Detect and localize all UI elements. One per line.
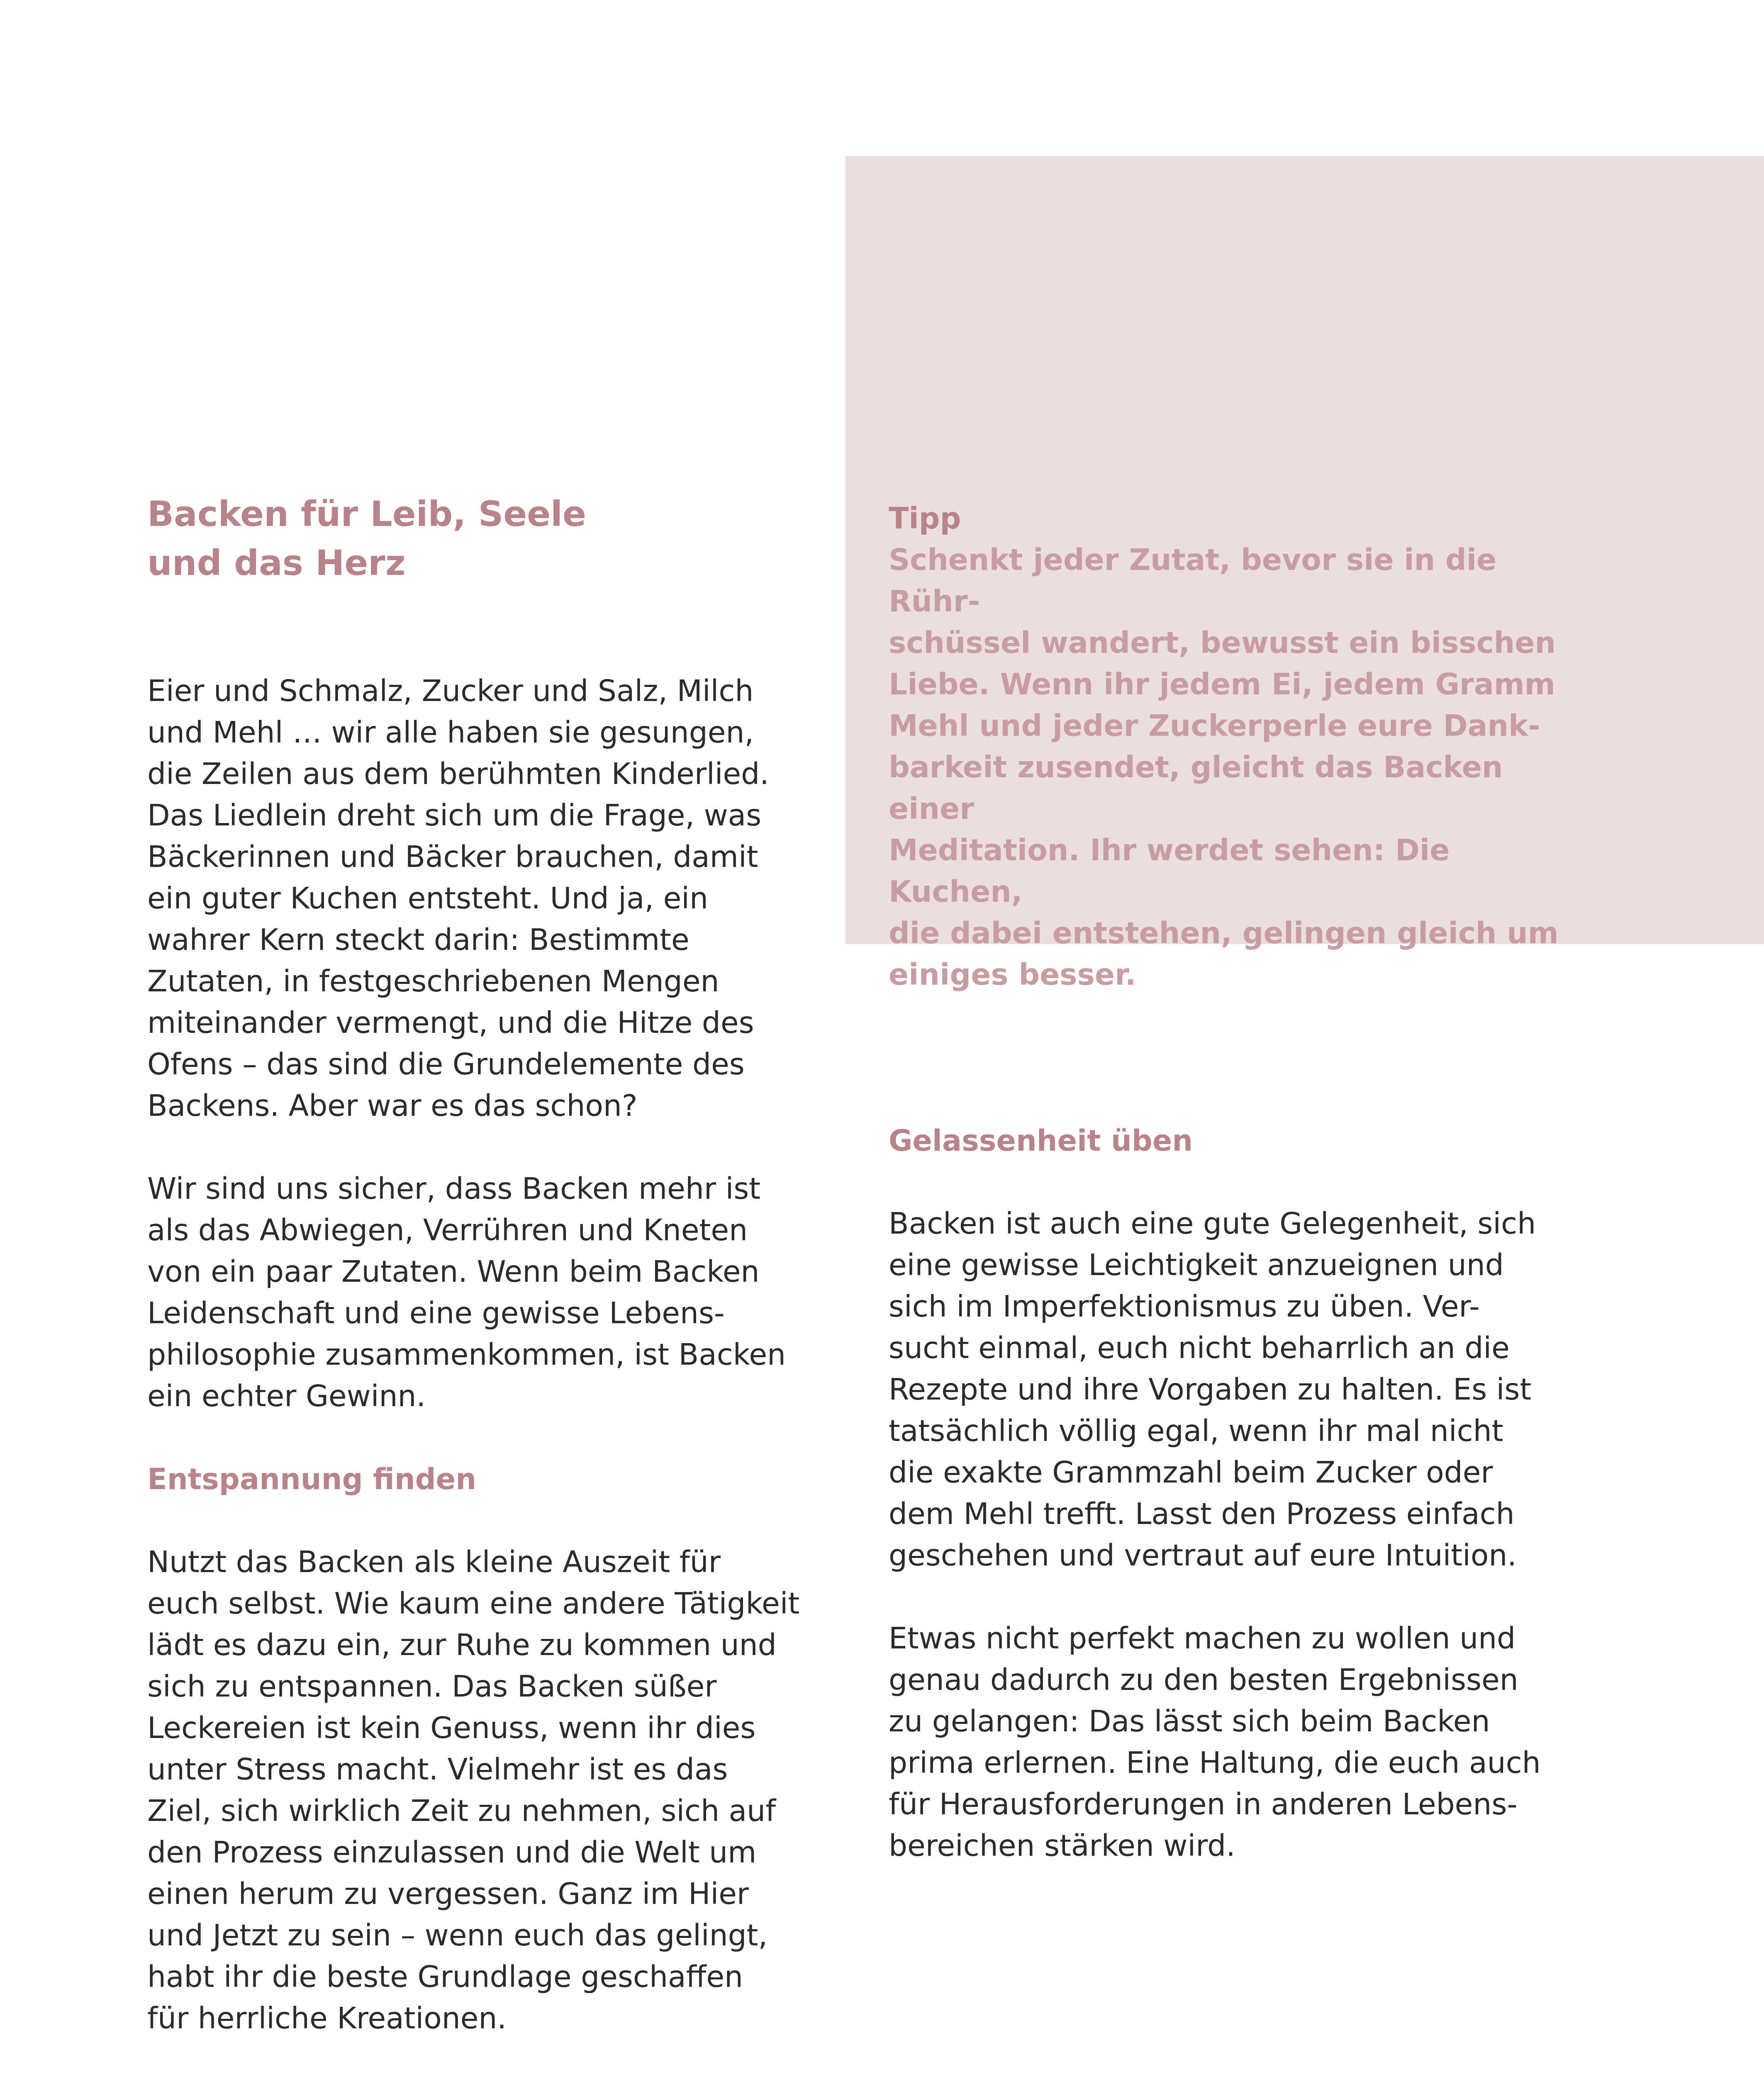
right-column xyxy=(889,498,1586,1867)
tip-text: Schenkt jeder Zutat, bevor sie in die Rühr- schüssel wandert, bewusst ein bisschen Liebe. Wenn ihr jedem Ei, jedem Gramm Mehl und jeder Zuckerperle eure Dank- barkeit zusendet, gleicht das Backen einer Meditation. Ihr werdet sehen: Die Kuchen, die dabei entstehen, gelingen gleich um einiges besser. xyxy=(889,543,1559,992)
tip-section xyxy=(889,498,1586,996)
tip-label: Tipp xyxy=(889,501,961,536)
left-column xyxy=(147,489,844,2039)
page-title: Backen für Leib, Seele und das Herz xyxy=(147,494,586,583)
intro-paragraph-2: Wir sind uns sicher, dass Backen mehr ist als das Abwiegen, Verrühren und Kneten von ein paar Zutaten. Wenn beim Backen Leidenschaft und eine gewisse Lebens- philosophie zusammenkommen, ist Backen ein echter Gewinn. xyxy=(147,1171,786,1413)
section-heading-entspannung: Entspannung finden xyxy=(147,1462,477,1496)
section-text-entspannung: Nutzt das Backen als kleine Auszeit für euch selbst. Wie kaum eine andere Tätigkeit lädt es dazu ein, zur Ruhe zu kommen und sich zu entspannen. Das Backen süßer Leckereien ist kein Genuss, wenn ihr dies unter Stress macht. Vielmehr ist es das Ziel, sich wirklich Zeit zu nehmen, sich auf den Prozess einzulassen und die Welt um einen herum zu vergessen. Ganz im Hier und Jetzt zu sein – wenn euch das gelingt, habt ihr die beste Grundlage geschaffen für herrliche Kreationen. xyxy=(147,1545,800,2035)
section-text-gelassenheit-1: Backen ist auch eine gute Gelegenheit, sich eine gewisse Leichtigkeit anzueignen und sich im Imperfektionismus zu üben. Ver- sucht einmal, euch nicht beharrlich an die Rezepte und ihre Vorgaben zu halten. Es ist tatsächlich völlig egal, wenn ihr mal nicht die exakte Grammzahl beim Zucker oder dem Mehl trefft. Lasst den Prozess einfach geschehen und vertraut auf eure Intuition. xyxy=(889,1206,1536,1573)
section-heading-gelassenheit: Gelassenheit üben xyxy=(889,1124,1193,1158)
section-text-gelassenheit-2: Etwas nicht perfekt machen zu wollen und genau dadurch zu den besten Ergebnissen zu gelangen: Das lässt sich beim Backen prima erlernen. Eine Haltung, die euch auch für Herausforderungen in anderen Lebens- bereichen stärken wird. xyxy=(889,1621,1541,1863)
intro-paragraph-1: Eier und Schmalz, Zucker und Salz, Milch und Mehl … wir alle haben sie gesungen, die Zeilen aus dem berühmten Kinderlied. Das Liedlein dreht sich um die Frage, was Bäckerinnen und Bäcker brauchen, damit ein guter Kuchen entsteht. Und ja, ein wahrer Kern steckt darin: Bestimmte Zutaten, in festgeschriebenen Mengen miteinander vermengt, und die Hitze des Ofens – das sind die Grundelemente des Backens. Aber war es das schon? xyxy=(147,674,769,1123)
